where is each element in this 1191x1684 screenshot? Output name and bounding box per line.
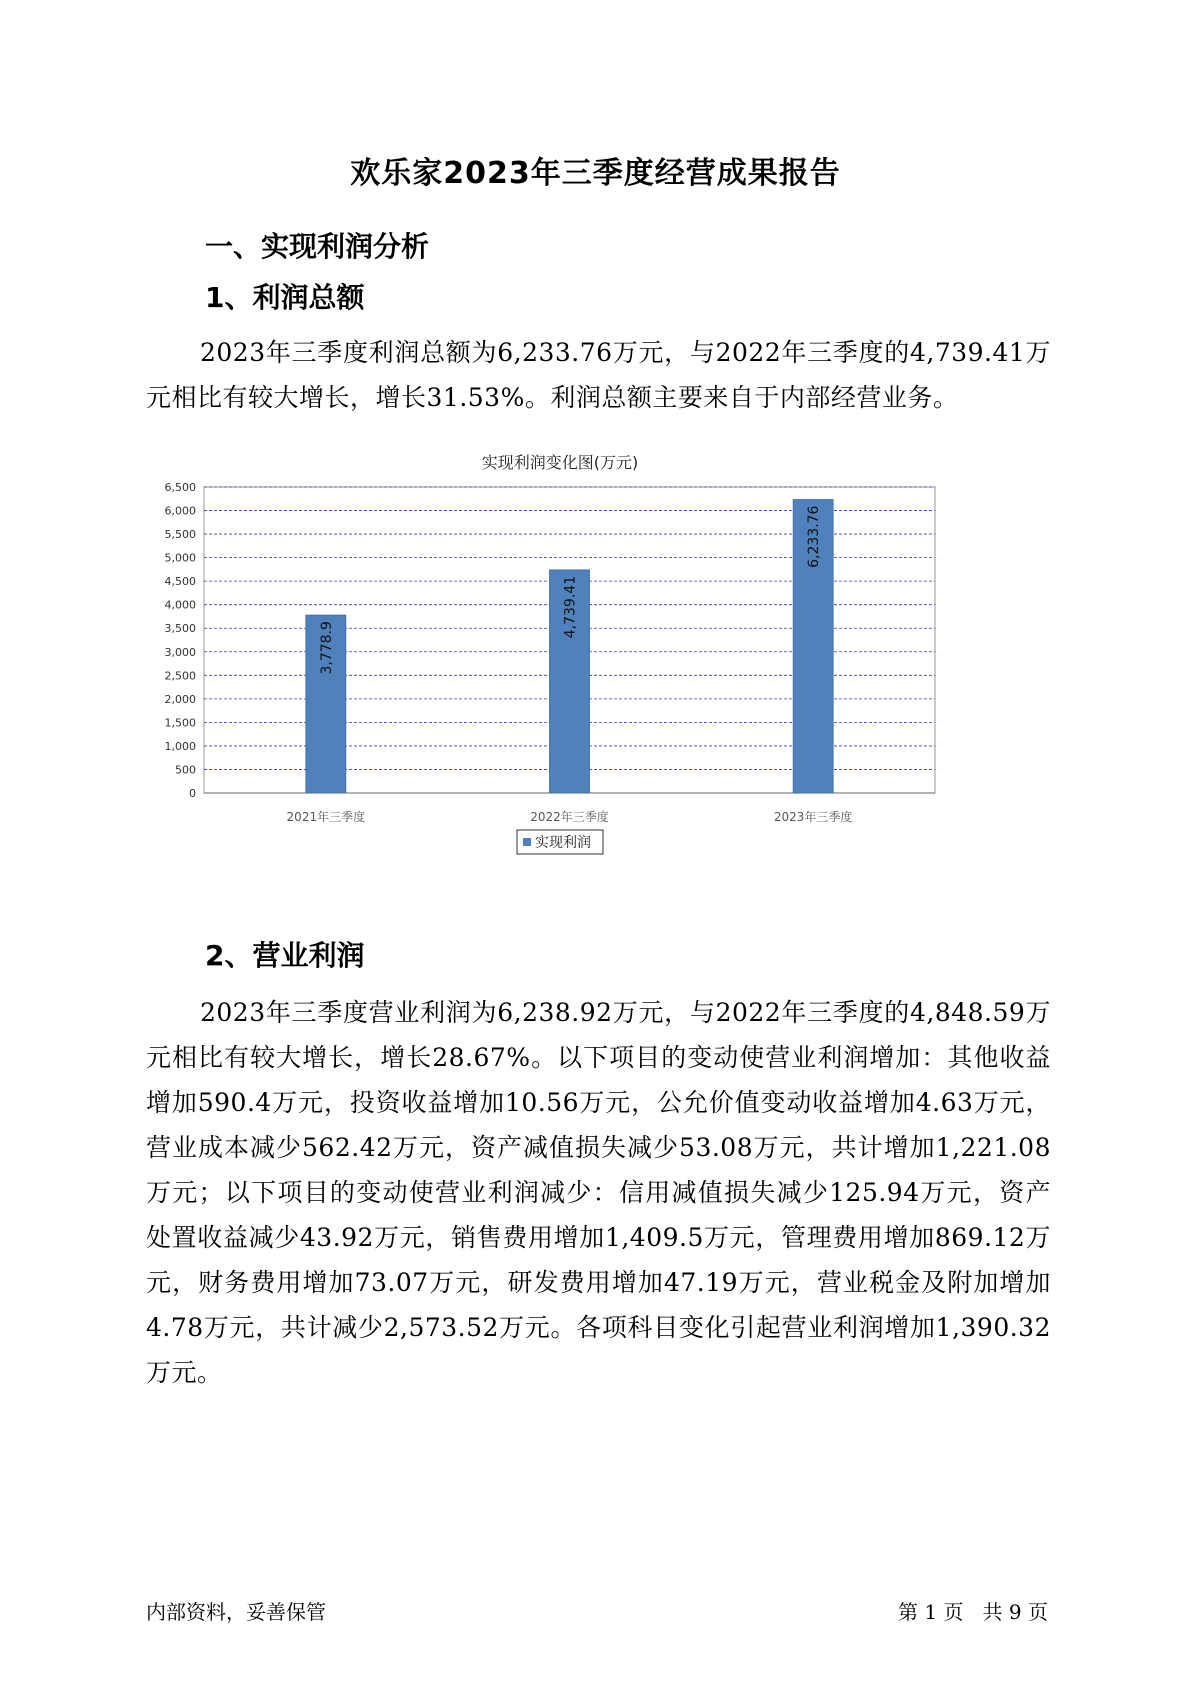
subsection-heading-total-profit: 1、利润总额 <box>205 281 365 314</box>
bar-data-label: 3,778.9 <box>318 621 335 675</box>
legend-swatch <box>523 838 531 846</box>
y-tick-label: 4,000 <box>164 598 196 612</box>
y-tick-label: 3,500 <box>164 622 196 636</box>
y-tick-label: 500 <box>175 763 196 777</box>
legend-label: 实现利润 <box>535 835 591 851</box>
chart-title: 实现利润变化图(万元) <box>481 453 639 472</box>
operating-profit-paragraph: 2023年三季度营业利润为6,238.92万元，与2022年三季度的4,848.59万元相比有较大增长，增长28.67%。以下项目的变动使营业利润增加：其他收益增加590.4万元，投资收益增加10.56万元，公允价值变动收益增加4.63万元，营业成本减少562.42万元，资产减值损失减少53.08万元，共计增加1,221.08万元；以下项目的变动使营业利润减少：信用减值损失减少125.94万元，资产处置收益减少43.92万元，销售费用增加1,409.5万元，管理费用增加869.12万元，财务费用增加73.07万元，研发费用增加47.19万元，营业税金及附加增加4.78万元，共计减少2,573.52万元。各项科目变化引起营业利润增加1,390.32万元。 <box>146 998 1051 1387</box>
x-tick-label: 2021年三季度 <box>286 810 366 824</box>
document-title: 欢乐家2023年三季度经营成果报告 <box>350 156 841 191</box>
total-profit-paragraph: 2023年三季度利润总额为6,233.76万元，与2022年三季度的4,739.41万元相比有较大增长，增长31.53%。利润总额主要来自于内部经营业务。 <box>146 338 1051 412</box>
bar-data-label: 6,233.76 <box>806 505 823 568</box>
footer-confidential-note: 内部资料，妥善保管 <box>146 1600 326 1624</box>
y-tick-label: 1,500 <box>164 716 196 730</box>
section-heading-profit-analysis: 一、实现利润分析 <box>205 230 430 263</box>
x-tick-label: 2022年三季度 <box>530 810 609 824</box>
y-tick-label: 5,500 <box>164 528 196 542</box>
y-tick-label: 2,000 <box>164 692 196 706</box>
x-tick-label: 2023年三季度 <box>773 810 853 824</box>
y-tick-label: 2,500 <box>164 669 196 683</box>
chart-svg <box>146 440 1046 900</box>
y-tick-label: 1,000 <box>164 739 196 753</box>
y-tick-label: 6,000 <box>164 504 196 518</box>
y-tick-label: 5,000 <box>164 551 196 565</box>
profit-bar-chart <box>146 440 1046 900</box>
y-tick-label: 0 <box>189 787 196 800</box>
subsection-heading-operating-profit: 2、营业利润 <box>205 939 365 972</box>
y-tick-label: 6,500 <box>164 481 196 494</box>
bar-data-label: 4,739.41 <box>562 575 579 639</box>
y-tick-label: 3,000 <box>164 645 196 659</box>
footer-page-number: 第 1 页 共 9 页 <box>898 1600 1048 1624</box>
y-tick-label: 4,500 <box>164 575 196 589</box>
